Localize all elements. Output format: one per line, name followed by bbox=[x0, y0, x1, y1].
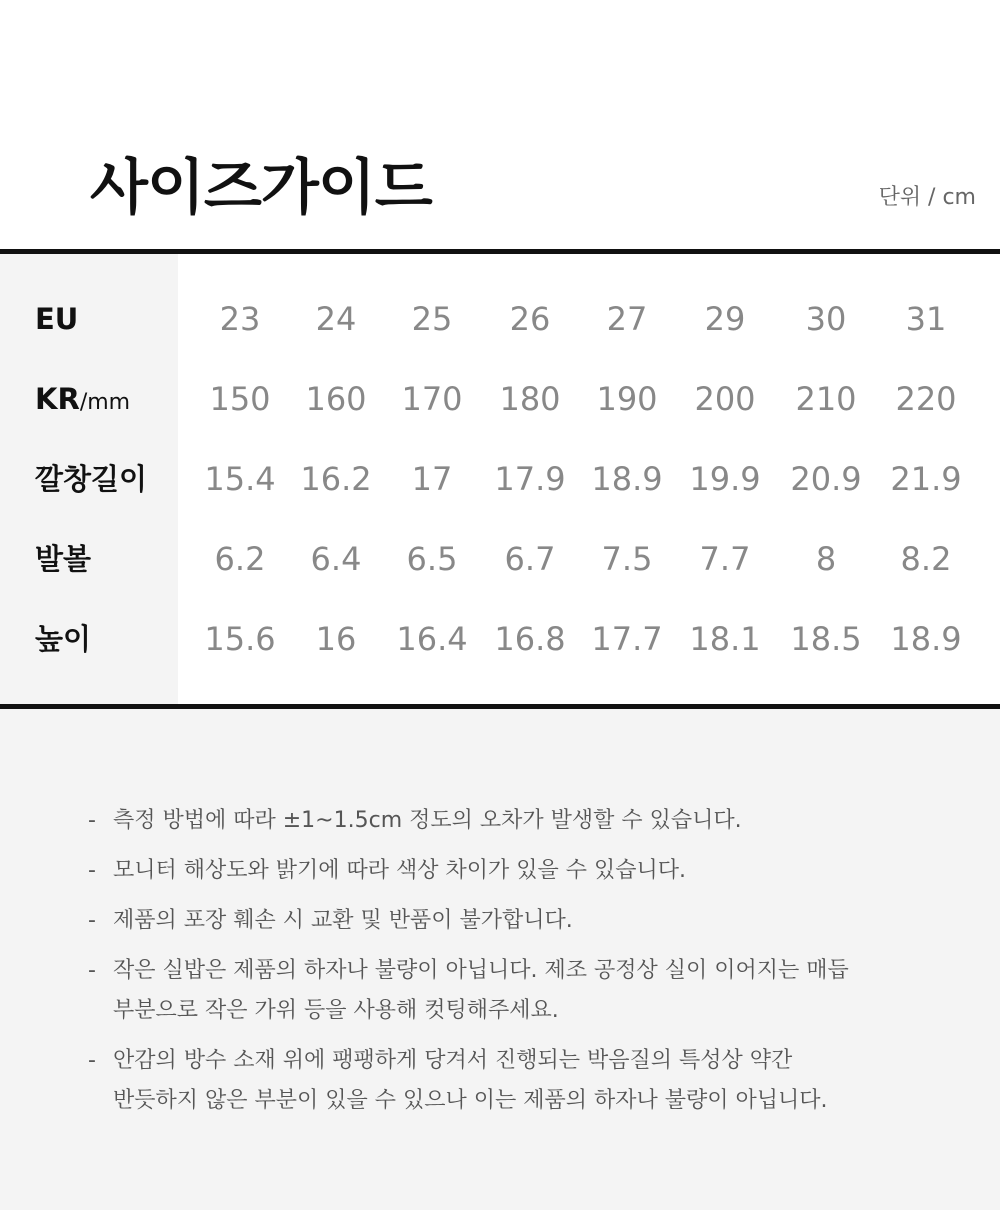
table-row-insole-length bbox=[0, 439, 1000, 519]
table-row-foot-width bbox=[0, 519, 1000, 599]
table-cell: 8 bbox=[815, 540, 837, 578]
note-text: 반듯하지 않은 부분이 있을 수 있으나 이는 제품의 하자나 불량이 아닙니다. bbox=[113, 1088, 828, 1113]
table-cell: 23 bbox=[219, 300, 261, 338]
table-cell: 190 bbox=[596, 380, 658, 418]
row-label: 깔창길이 bbox=[35, 462, 148, 496]
table-cell: 6.7 bbox=[504, 540, 556, 578]
table-cell: 31 bbox=[905, 300, 947, 338]
table-cell: 24 bbox=[315, 300, 357, 338]
table-cell: 27 bbox=[606, 300, 648, 338]
table-row-kr bbox=[0, 359, 1000, 439]
table-cell: 16.2 bbox=[300, 460, 372, 498]
table-cell: 29 bbox=[704, 300, 746, 338]
table-cell: 6.5 bbox=[406, 540, 458, 578]
table-cell: 26 bbox=[509, 300, 551, 338]
note-item bbox=[88, 801, 938, 841]
note-dash: - bbox=[88, 958, 96, 983]
table-cell: 15.6 bbox=[204, 620, 276, 658]
table-cell: 210 bbox=[795, 380, 857, 418]
table-cell: 220 bbox=[895, 380, 957, 418]
table-cell: 7.5 bbox=[601, 540, 653, 578]
note-item bbox=[88, 901, 938, 941]
table-cell: 150 bbox=[209, 380, 271, 418]
note-text: 모니터 해상도와 밝기에 따라 색상 차이가 있을 수 있습니다. bbox=[113, 858, 686, 883]
note-item bbox=[88, 951, 938, 1031]
page-title: 사이즈가이드 bbox=[90, 153, 432, 223]
size-table bbox=[0, 254, 1000, 704]
table-cell: 18.1 bbox=[689, 620, 761, 658]
table-cell: 21.9 bbox=[890, 460, 962, 498]
table-cell: 170 bbox=[401, 380, 463, 418]
table-cell: 19.9 bbox=[689, 460, 761, 498]
note-item bbox=[88, 1041, 938, 1121]
row-label: KR/mm bbox=[35, 382, 131, 416]
note-text: 제품의 포장 훼손 시 교환 및 반품이 불가합니다. bbox=[113, 908, 573, 933]
table-cell: 16 bbox=[315, 620, 357, 658]
table-cell: 30 bbox=[805, 300, 847, 338]
table-row-eu bbox=[0, 279, 1000, 359]
note-dash: - bbox=[88, 908, 96, 933]
table-cell: 17.9 bbox=[494, 460, 566, 498]
table-cell: 16.8 bbox=[494, 620, 566, 658]
table-cell: 6.4 bbox=[310, 540, 362, 578]
note-text: 부분으로 작은 가위 등을 사용해 컷팅해주세요. bbox=[113, 998, 559, 1023]
table-cell: 160 bbox=[305, 380, 367, 418]
table-cell: 18.9 bbox=[890, 620, 962, 658]
note-item bbox=[88, 851, 938, 891]
table-cell: 15.4 bbox=[204, 460, 276, 498]
table-row-height bbox=[0, 599, 1000, 679]
notes-section bbox=[0, 709, 1000, 1210]
table-cell: 16.4 bbox=[396, 620, 468, 658]
table-cell: 20.9 bbox=[790, 460, 862, 498]
table-cell: 200 bbox=[694, 380, 756, 418]
table-cell: 17.7 bbox=[591, 620, 663, 658]
note-text: 안감의 방수 소재 위에 팽팽하게 당겨서 진행되는 박음질의 특성상 약간 bbox=[113, 1048, 793, 1073]
row-label: 높이 bbox=[35, 622, 92, 656]
table-cell: 180 bbox=[499, 380, 561, 418]
note-text: 작은 실밥은 제품의 하자나 불량이 아닙니다. 제조 공정상 실이 이어지는 매듭 bbox=[113, 958, 849, 983]
table-cell: 17 bbox=[411, 460, 453, 498]
table-cell: 8.2 bbox=[900, 540, 952, 578]
note-dash: - bbox=[88, 858, 96, 883]
header bbox=[0, 0, 1000, 250]
table-cell: 18.9 bbox=[591, 460, 663, 498]
table-cell: 18.5 bbox=[790, 620, 862, 658]
row-label: EU bbox=[35, 302, 79, 336]
row-label: 발볼 bbox=[35, 542, 92, 576]
table-cell: 7.7 bbox=[699, 540, 751, 578]
table-cell: 25 bbox=[411, 300, 453, 338]
note-dash: - bbox=[88, 1048, 96, 1073]
note-dash: - bbox=[88, 808, 96, 833]
table-cell: 6.2 bbox=[214, 540, 266, 578]
note-text: 측정 방법에 따라 ±1~1.5cm 정도의 오차가 발생할 수 있습니다. bbox=[113, 808, 742, 833]
unit-label: 단위 / cm bbox=[878, 185, 976, 210]
